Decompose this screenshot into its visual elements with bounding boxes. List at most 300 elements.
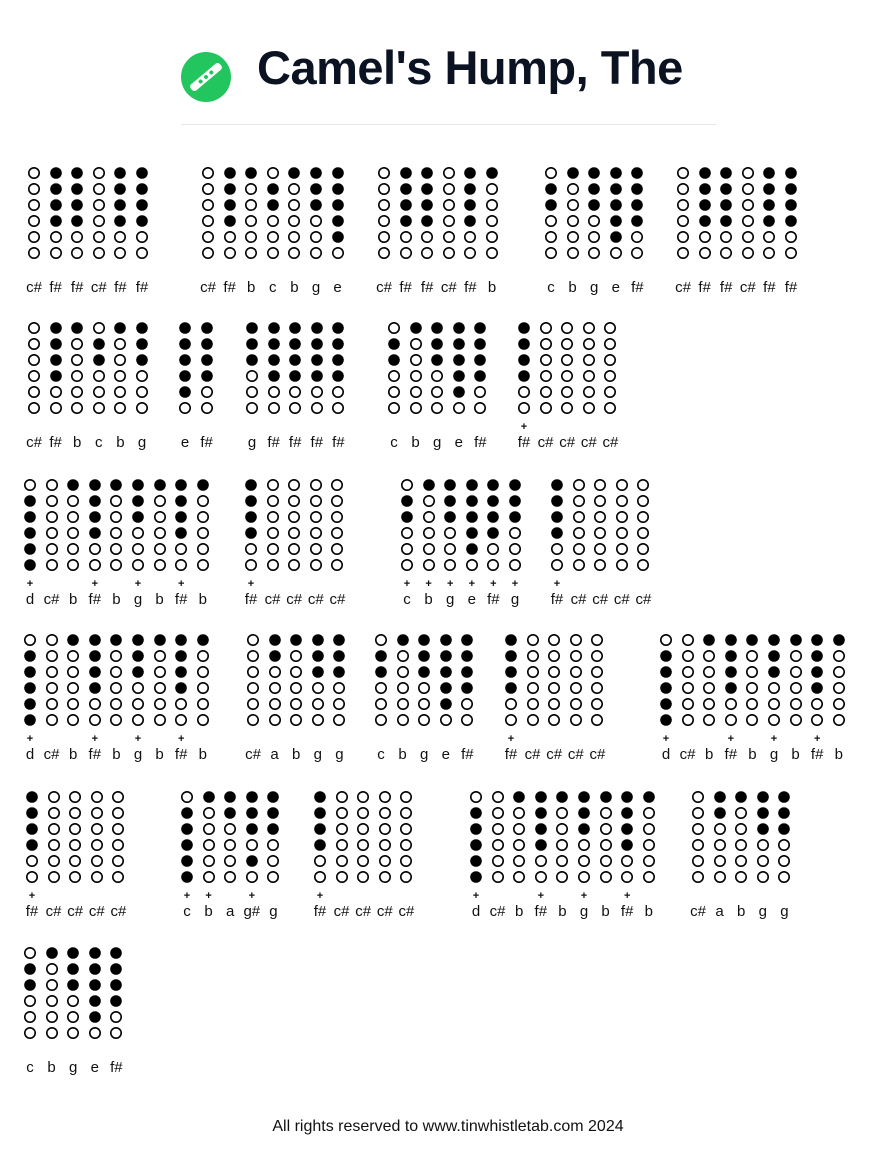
hole-closed <box>89 666 101 678</box>
octave-plus: + <box>91 733 99 745</box>
hole-open <box>332 544 342 554</box>
hole-open <box>790 699 800 709</box>
hole-open <box>358 824 368 834</box>
note-label: c# <box>537 434 554 451</box>
hole-open <box>72 232 82 242</box>
hole-open <box>704 683 714 693</box>
hole-open <box>487 216 497 226</box>
hole-open <box>389 371 399 381</box>
hole-open <box>248 699 258 709</box>
hole-closed <box>203 791 215 803</box>
hole-open <box>422 248 432 258</box>
hole-open <box>605 387 615 397</box>
hole-open <box>90 544 100 554</box>
note-label: c# <box>45 903 62 920</box>
hole-open <box>571 651 581 661</box>
hole-open <box>68 544 78 554</box>
note-label: g <box>311 279 321 296</box>
hole-closed <box>453 322 465 334</box>
hole-open <box>693 808 703 818</box>
note-label: c# <box>88 903 105 920</box>
hole-closed <box>50 167 62 179</box>
hole-closed <box>811 682 823 694</box>
hole-closed <box>518 370 530 382</box>
octave-plus: + <box>28 890 36 902</box>
hole-closed <box>175 479 187 491</box>
hole-open <box>546 248 556 258</box>
hole-open <box>111 544 121 554</box>
hole-open <box>769 715 779 725</box>
hole-open <box>332 248 342 258</box>
hole-closed <box>71 167 83 179</box>
hole-open <box>423 496 433 506</box>
hole-open <box>246 544 256 554</box>
hole-open <box>291 699 301 709</box>
hole-closed <box>289 370 301 382</box>
note-label: c <box>26 1059 34 1076</box>
hole-open <box>46 480 56 490</box>
hole-closed <box>268 322 280 334</box>
hole-open <box>557 856 567 866</box>
hole-closed <box>518 338 530 350</box>
hole-open <box>397 667 407 677</box>
hole-open <box>46 683 56 693</box>
hole-open <box>536 872 546 882</box>
hole-open <box>444 200 454 210</box>
octave-plus: + <box>623 890 631 902</box>
hole-open <box>225 824 235 834</box>
hole-open <box>410 339 420 349</box>
note-label: f# <box>517 434 531 451</box>
hole-closed <box>465 215 477 227</box>
hole-open <box>46 715 56 725</box>
hole-open <box>289 496 299 506</box>
finger-holes <box>92 166 106 260</box>
hole-open <box>573 496 583 506</box>
hole-open <box>246 200 256 210</box>
finger-holes <box>92 321 106 415</box>
note-label: f# <box>534 903 548 920</box>
hole-open <box>198 544 208 554</box>
hole-open <box>595 512 605 522</box>
hole-open <box>46 1012 56 1022</box>
hole-open <box>527 699 537 709</box>
hole-open <box>595 544 605 554</box>
hole-open <box>29 248 39 258</box>
finger-holes <box>572 478 586 572</box>
hole-closed <box>660 650 672 662</box>
hole-closed <box>588 183 600 195</box>
hole-closed <box>89 495 101 507</box>
note-label: b <box>487 279 497 296</box>
hole-closed <box>201 354 213 366</box>
octave-plus: + <box>177 733 185 745</box>
hole-closed <box>453 354 465 366</box>
finger-holes <box>396 633 410 727</box>
note-label: c# <box>679 746 696 763</box>
hole-open <box>682 667 692 677</box>
hole-open <box>198 667 208 677</box>
hole-open <box>29 200 39 210</box>
hole-closed <box>421 215 433 227</box>
note-label: b <box>748 746 757 763</box>
hole-closed <box>290 634 302 646</box>
hole-open <box>444 216 454 226</box>
hole-closed <box>397 634 409 646</box>
hole-open <box>492 872 502 882</box>
note-label: g <box>313 746 322 763</box>
note-label: g <box>590 279 599 296</box>
note-label: g <box>133 746 143 763</box>
hole-closed <box>175 511 187 523</box>
hole-open <box>267 480 277 490</box>
hole-open <box>743 216 753 226</box>
note-label: e <box>611 279 620 296</box>
hole-open <box>747 667 757 677</box>
hole-open <box>267 512 277 522</box>
hole-open <box>29 168 39 178</box>
note-label: f# <box>88 746 102 763</box>
hole-open <box>180 403 190 413</box>
hole-open <box>812 699 822 709</box>
hole-open <box>678 216 688 226</box>
hole-closed <box>67 979 79 991</box>
hole-closed <box>811 650 823 662</box>
hole-open <box>432 387 442 397</box>
hole-open <box>510 528 520 538</box>
finger-holes <box>378 790 392 884</box>
note-label: e <box>441 746 450 763</box>
hole-closed <box>132 650 144 662</box>
hole-open <box>562 403 572 413</box>
hole-closed <box>551 527 563 539</box>
hole-open <box>311 512 321 522</box>
hole-open <box>25 1028 35 1038</box>
note-label: f# <box>461 746 474 763</box>
finger-holes <box>49 321 63 415</box>
octave-plus: + <box>403 578 411 590</box>
hole-open <box>549 651 559 661</box>
hole-closed <box>181 871 193 883</box>
hole-open <box>376 683 386 693</box>
finger-holes <box>310 321 324 415</box>
hole-open <box>492 856 502 866</box>
note-label: g <box>133 591 143 608</box>
hole-closed <box>289 338 301 350</box>
finger-holes <box>90 790 104 884</box>
hole-open <box>289 184 299 194</box>
hole-open <box>48 792 58 802</box>
hole-open <box>592 699 602 709</box>
hole-closed <box>246 354 258 366</box>
hole-open <box>380 824 390 834</box>
finger-holes <box>266 166 280 260</box>
hole-closed <box>401 511 413 523</box>
hole-closed <box>470 823 482 835</box>
hole-open <box>115 387 125 397</box>
hole-open <box>401 840 411 850</box>
note-label: c# <box>329 591 346 608</box>
hole-closed <box>535 807 547 819</box>
hole-closed <box>267 199 279 211</box>
tin-whistle-icon <box>181 52 231 102</box>
hole-open <box>115 248 125 258</box>
hole-closed <box>388 338 400 350</box>
hole-closed <box>89 650 101 662</box>
hole-open <box>595 528 605 538</box>
note-label: c# <box>67 903 84 920</box>
hole-closed <box>440 650 452 662</box>
note-label: c# <box>90 279 107 296</box>
finger-holes <box>135 166 149 260</box>
note-label: f# <box>88 591 102 608</box>
hole-open <box>90 560 100 570</box>
finger-holes <box>724 633 738 727</box>
finger-holes <box>460 633 474 727</box>
hole-open <box>693 856 703 866</box>
finger-holes <box>789 633 803 727</box>
hole-open <box>203 232 213 242</box>
note-label: d <box>25 746 35 763</box>
hole-closed <box>475 354 487 366</box>
hole-open <box>519 403 529 413</box>
note-label: f# <box>288 434 302 451</box>
hole-open <box>133 699 143 709</box>
hole-closed <box>89 634 101 646</box>
hole-open <box>764 232 774 242</box>
hole-open <box>198 683 208 693</box>
hole-open <box>487 248 497 258</box>
octave-plus: + <box>468 578 476 590</box>
hole-open <box>336 840 346 850</box>
hole-closed <box>245 527 257 539</box>
hole-open <box>423 512 433 522</box>
hole-closed <box>93 354 105 366</box>
finger-holes <box>609 166 623 260</box>
hole-open <box>203 840 213 850</box>
hole-closed <box>466 495 478 507</box>
hole-open <box>46 667 56 677</box>
finger-holes <box>539 321 553 415</box>
hole-open <box>661 635 671 645</box>
hole-closed <box>785 167 797 179</box>
note-label: c <box>269 279 277 296</box>
note-label: e <box>90 1059 99 1076</box>
hole-closed <box>757 823 769 835</box>
hole-open <box>562 355 572 365</box>
hole-open <box>224 232 234 242</box>
hole-open <box>595 480 605 490</box>
hole-open <box>311 528 321 538</box>
hole-open <box>176 715 186 725</box>
hole-closed <box>24 527 36 539</box>
hole-open <box>546 216 556 226</box>
hole-open <box>834 667 844 677</box>
hole-open <box>704 667 714 677</box>
hole-open <box>736 824 746 834</box>
hole-closed <box>67 479 79 491</box>
hole-open <box>291 683 301 693</box>
hole-open <box>492 792 502 802</box>
finger-holes <box>266 790 280 884</box>
hole-open <box>638 544 648 554</box>
hole-closed <box>621 839 633 851</box>
hole-closed <box>643 791 655 803</box>
hole-open <box>29 184 39 194</box>
hole-closed <box>246 338 258 350</box>
hole-closed <box>505 682 517 694</box>
hole-open <box>617 528 627 538</box>
hole-open <box>115 403 125 413</box>
hole-open <box>462 699 472 709</box>
hole-closed <box>224 215 236 227</box>
hole-open <box>70 840 80 850</box>
hole-open <box>638 496 648 506</box>
hole-closed <box>71 322 83 334</box>
hole-open <box>154 651 164 661</box>
hole-open <box>289 560 299 570</box>
hole-closed <box>246 791 258 803</box>
finger-holes <box>131 633 145 727</box>
hole-open <box>268 840 278 850</box>
finger-holes <box>486 478 500 572</box>
note-label: f# <box>267 434 280 451</box>
finger-holes <box>741 166 755 260</box>
finger-holes <box>452 321 466 415</box>
hole-open <box>46 964 56 974</box>
hole-open <box>644 824 654 834</box>
hole-open <box>137 248 147 258</box>
note-label: b <box>834 746 843 763</box>
hole-open <box>90 1028 100 1038</box>
hole-open <box>743 232 753 242</box>
hole-closed <box>314 791 326 803</box>
hole-open <box>527 635 537 645</box>
note-label: c <box>390 434 398 451</box>
hole-open <box>562 339 572 349</box>
hole-open <box>248 635 258 645</box>
hole-closed <box>431 354 443 366</box>
octave-plus: + <box>770 733 778 745</box>
hole-closed <box>735 791 747 803</box>
hole-closed <box>115 167 127 179</box>
hole-open <box>617 496 627 506</box>
hole-open <box>90 699 100 709</box>
hole-closed <box>132 634 144 646</box>
hole-open <box>269 683 279 693</box>
finger-holes <box>691 790 705 884</box>
hole-closed <box>725 666 737 678</box>
hole-closed <box>111 947 123 959</box>
hole-closed <box>175 650 187 662</box>
hole-closed <box>535 791 547 803</box>
hole-open <box>527 667 537 677</box>
note-label: c <box>547 279 555 296</box>
hole-closed <box>535 839 547 851</box>
note-label: f# <box>399 279 412 296</box>
hole-closed <box>311 322 323 334</box>
hole-open <box>540 371 550 381</box>
hole-open <box>268 387 278 397</box>
note-label: b <box>558 903 567 920</box>
finger-holes <box>555 790 569 884</box>
finger-holes <box>23 946 37 1040</box>
hole-closed <box>289 354 301 366</box>
hole-open <box>154 699 164 709</box>
hole-open <box>454 403 464 413</box>
finger-holes <box>174 633 188 727</box>
finger-holes <box>288 321 302 415</box>
note-label: b <box>515 903 524 920</box>
finger-holes <box>767 633 781 727</box>
hole-open <box>334 715 344 725</box>
hole-open <box>225 856 235 866</box>
hole-closed <box>768 666 780 678</box>
hole-open <box>358 872 368 882</box>
hole-closed <box>26 823 38 835</box>
hole-closed <box>268 354 280 366</box>
finger-holes <box>330 478 344 572</box>
hole-open <box>445 560 455 570</box>
hole-closed <box>310 183 322 195</box>
note-label: c# <box>355 903 372 920</box>
hole-closed <box>610 199 622 211</box>
finger-holes <box>313 790 327 884</box>
hole-closed <box>175 682 187 694</box>
finger-holes <box>465 478 479 572</box>
hole-open <box>579 872 589 882</box>
finger-holes <box>153 633 167 727</box>
hole-open <box>94 184 104 194</box>
finger-holes <box>135 321 149 415</box>
hole-open <box>445 544 455 554</box>
hole-open <box>27 872 37 882</box>
hole-open <box>70 856 80 866</box>
hole-closed <box>505 666 517 678</box>
hole-open <box>571 715 581 725</box>
hole-open <box>595 496 605 506</box>
hole-open <box>133 683 143 693</box>
hole-open <box>72 248 82 258</box>
finger-holes <box>311 633 325 727</box>
hole-open <box>29 323 39 333</box>
hole-closed <box>725 650 737 662</box>
hole-closed <box>136 183 148 195</box>
octave-plus: + <box>537 890 545 902</box>
hole-open <box>29 403 39 413</box>
note-label: f# <box>313 903 327 920</box>
hole-open <box>46 512 56 522</box>
hole-closed <box>332 231 344 243</box>
hole-open <box>311 496 321 506</box>
hole-closed <box>201 370 213 382</box>
hole-open <box>68 683 78 693</box>
hole-closed <box>714 791 726 803</box>
hole-open <box>72 403 82 413</box>
hole-open <box>445 528 455 538</box>
hole-open <box>400 232 410 242</box>
note-label: f# <box>487 591 500 608</box>
hole-closed <box>89 511 101 523</box>
finger-holes <box>70 321 84 415</box>
hole-open <box>567 184 577 194</box>
hole-open <box>247 872 257 882</box>
hole-open <box>137 387 147 397</box>
hole-open <box>72 387 82 397</box>
octave-plus: + <box>91 578 99 590</box>
hole-open <box>203 872 213 882</box>
hole-open <box>573 544 583 554</box>
